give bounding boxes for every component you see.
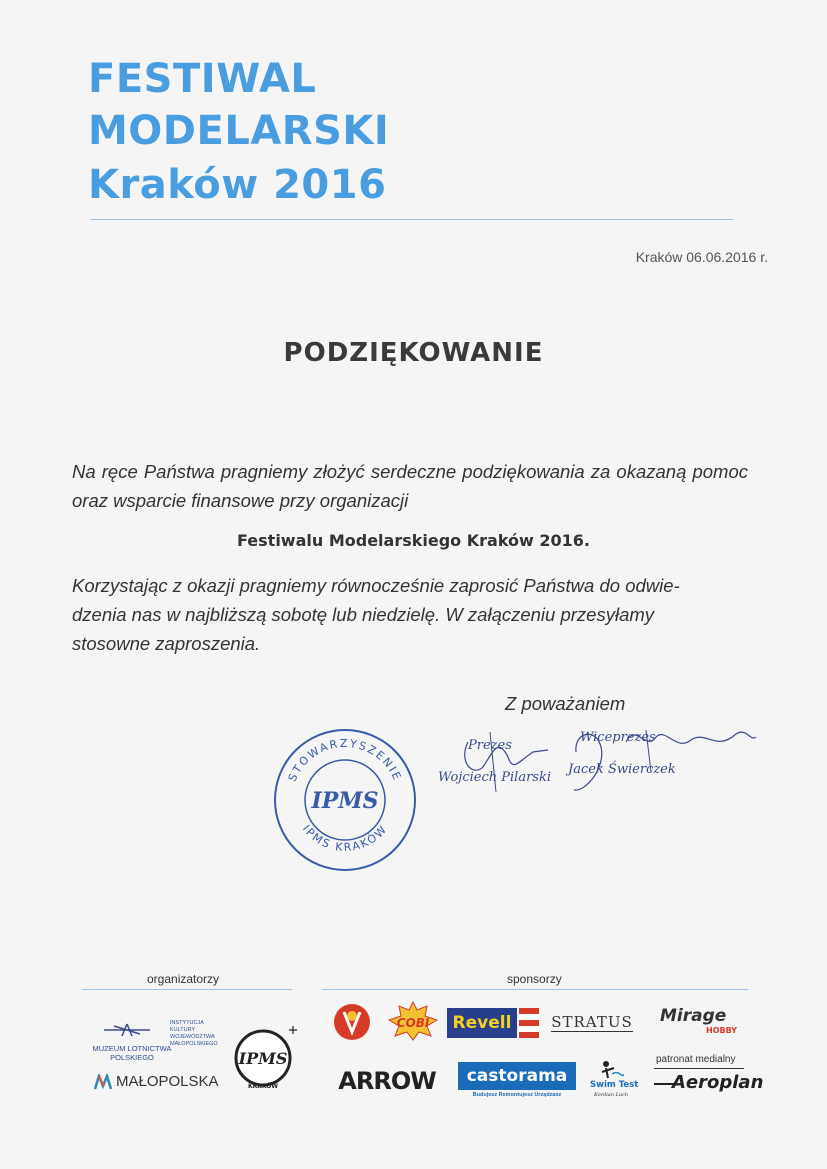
institution-text: INSTYTUCJA KULTURY WOJEWÓDZTWA MAŁOPOLSKIEGO xyxy=(170,1020,218,1047)
cobi-text: COBI xyxy=(396,1016,430,1030)
malopolska-mark-icon xyxy=(94,1074,112,1090)
event-name-text: Festiwalu Modelarskiego Kraków 2016 xyxy=(237,531,584,550)
castorama-tagline: Budujesz Remontujesz Urządzasz xyxy=(472,1092,562,1098)
revell-stripes xyxy=(519,1008,539,1038)
castorama-logo xyxy=(458,1062,578,1104)
organizers-label: organizatorzy xyxy=(147,972,220,986)
swim-test-sub: Kordian Luch xyxy=(594,1092,629,1098)
media-patronage-label: patronat medialny xyxy=(656,1054,736,1065)
event-name: Festiwalu Modelarskiego Kraków 2016. xyxy=(237,531,590,550)
signature-vice-president xyxy=(566,712,766,802)
arrow-logo xyxy=(328,1066,446,1096)
museum-text: MUZEUM LOTNICTWA POLSKIEGO xyxy=(92,1044,172,1062)
swimmer-icon xyxy=(600,1060,624,1080)
stamp-bottom-text: IPMS KRAKÓW xyxy=(299,822,391,855)
title-line-3: Kraków 2016 xyxy=(88,162,387,208)
cobi-logo xyxy=(387,1000,439,1042)
mirage-sub-text: HOBBY xyxy=(706,1026,738,1035)
svg-text:IPMS KRAKÓW xyxy=(300,822,390,854)
mirage-hobby-logo xyxy=(654,1004,750,1040)
malopolska-logo xyxy=(94,1072,234,1094)
signature-scribble-2 xyxy=(566,712,766,802)
signature-title-2: Wiceprezes xyxy=(580,730,656,745)
museum-logo xyxy=(92,1018,222,1068)
ipms-logo-sub: KRAKÓW xyxy=(247,1083,279,1090)
document-heading: PODZIĘKOWANIE xyxy=(283,338,544,368)
ipms-logo-text: IPMS xyxy=(238,1049,288,1068)
signature-name-1: Wojciech Pilarski xyxy=(438,770,551,785)
signature-name-2: Jacek Świerczek xyxy=(568,762,676,777)
sponsors-label: sponsorzy xyxy=(507,972,562,986)
closing-greeting: Z poważaniem xyxy=(505,693,626,714)
association-stamp xyxy=(272,727,418,873)
stratus-text: STRATUS xyxy=(551,1012,633,1031)
malopolska-text: MAŁOPOLSKA xyxy=(116,1073,219,1090)
mirage-text: Mirage xyxy=(660,1006,727,1026)
title-divider xyxy=(90,219,733,220)
revell-text: Revell xyxy=(452,1013,512,1033)
arrow-text: ARROW xyxy=(338,1067,436,1095)
stamp-top-text: STOWARZYSZENIE xyxy=(285,736,405,784)
title-line-2: MODELARSKI xyxy=(88,108,390,154)
airplane-icon xyxy=(102,1020,152,1040)
body-paragraph-1: Na ręce Państwa pragniemy złożyć serdeczne podziękowania za okazaną pomoc oraz wsparcie finansowe przy organizacji xyxy=(72,461,748,511)
organizers-divider xyxy=(82,989,292,990)
signature-title-1: Prezes xyxy=(468,738,512,753)
ipms-krakow-logo xyxy=(233,1022,303,1094)
document-date: Kraków 06.06.2016 r. xyxy=(635,249,768,265)
aeroplan-text: Aeroplan xyxy=(672,1072,764,1093)
signature-scribble-1 xyxy=(438,722,558,802)
signature-president xyxy=(438,722,558,802)
sponsors-divider xyxy=(322,989,748,990)
castorama-text: castorama xyxy=(466,1066,568,1086)
stratus-logo xyxy=(545,1008,639,1036)
sponsor-ribbon-logo xyxy=(330,1002,374,1042)
body-paragraph-2: Korzystając z okazji pragniemy równocześnie zaprosić Państwa do odwie-dzenia nas w najbliższą sobotę lub niedzielę. W załączeniu przesyłamy stosowne zaproszenia. xyxy=(72,575,680,654)
swim-test-text: Swim Test xyxy=(590,1080,639,1090)
swim-test-logo xyxy=(586,1060,642,1102)
speed-lines-icon xyxy=(654,1082,674,1086)
aeroplan-logo xyxy=(654,1072,764,1100)
media-patronage-divider xyxy=(654,1068,744,1069)
revell-logo xyxy=(447,1006,539,1040)
stamp-center-text: IPMS xyxy=(311,788,379,814)
title-line-1: FESTIWAL xyxy=(88,56,317,102)
